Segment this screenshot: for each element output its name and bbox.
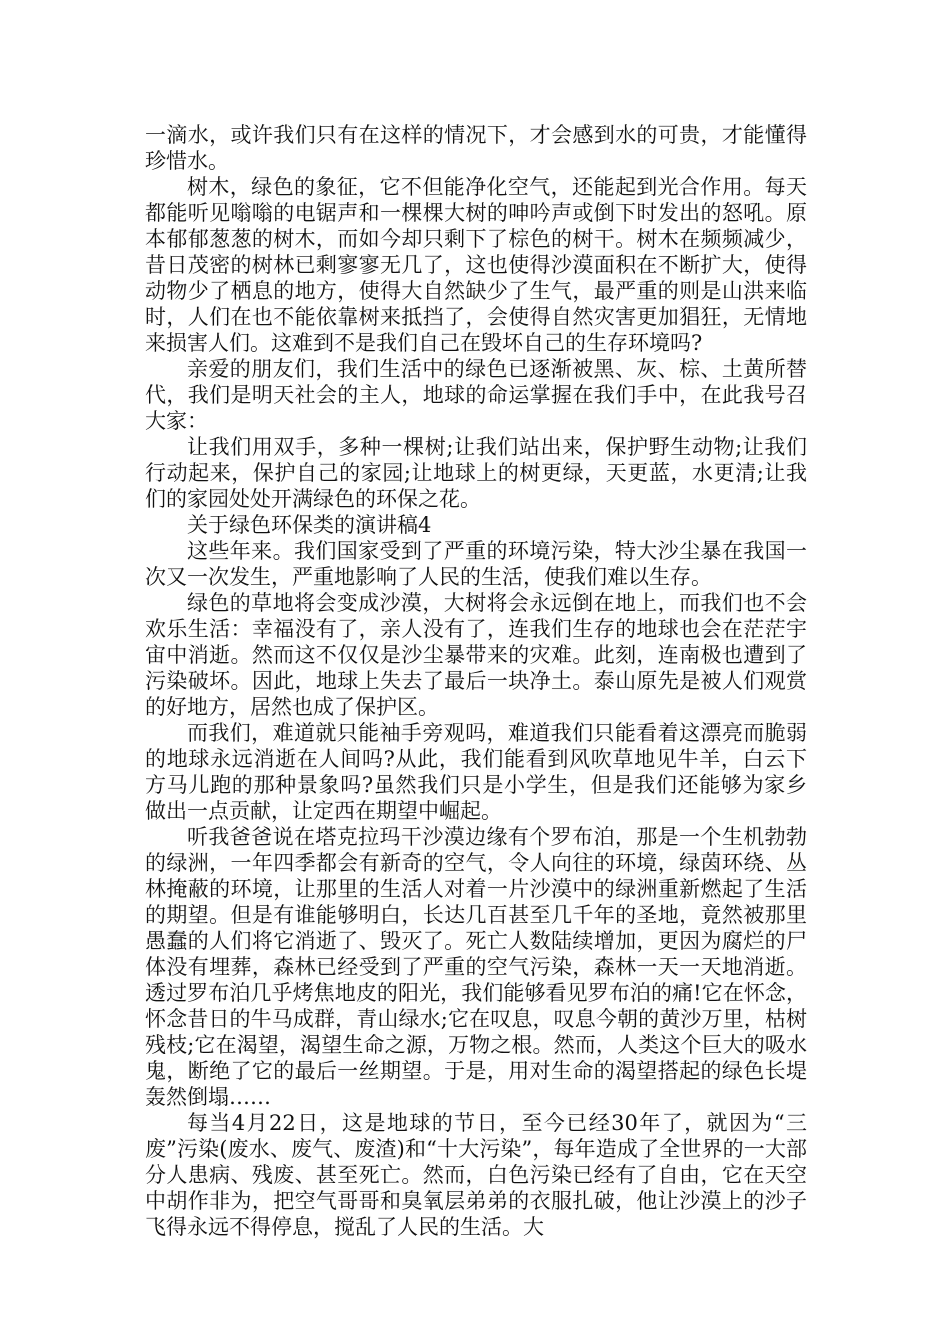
paragraph-3: 亲爱的朋友们，我们生活中的绿色已逐渐被黑、灰、棕、土黄所替代，我们是明天社会的主人，地球的命运掌握在我们手中，在此我号召大家： [145, 357, 807, 433]
paragraph-8: 听我爸爸说在塔克拉玛干沙漠边缘有个罗布泊，那是一个生机勃勃的绿洲，一年四季都会有新奇的空气，令人向往的环境，绿茵环绕、丛林掩蔽的环境，让那里的生活人对着一片沙漠中的绿洲重新燃起了生活的期望。但是有谁能够明白，长达几百甚至几千年的圣地，竟然被那里愚蠢的人们将它消逝了、毁灭了。死亡人数陆续增加，更因为腐烂的尸体没有埋葬，森林已经受到了严重的空气污染，森林一天一天地消逝。透过罗布泊几乎烤焦地皮的阳光，我们能够看见罗布泊的痛!它在怀念，怀念昔日的牛马成群，青山绿水;它在叹息，叹息今朝的黄沙万里，枯树残枝;它在渴望，渴望生命之源，万物之根。然而，人类这个巨大的吸水鬼，断绝了它的最后一丝期望。于是，用对生命的渴望搭起的绿色长堤轰然倒塌…… [145, 825, 807, 1109]
paragraph-9: 每当4月22日，这是地球的节日，至今已经30年了，就因为“三废”污染(废水、废气、废渣)和“十大污染”，每年造成了全世界的一大部分人患病、残废、甚至死亡。然而，白色污染已经有了自由，它在天空中胡作非为，把空气哥哥和臭氧层弟弟的衣服扎破，他让沙漠上的沙子飞得永远不得停息，搅乱了人民的生活。大 [145, 1111, 807, 1239]
paragraph-7: 而我们，难道就只能袖手旁观吗，难道我们只能看着这漂亮而脆弱的地球永远消逝在人间吗?从此，我们能看到风吹草地见牛羊，白云下方马儿跑的那种景象吗?虽然我们只是小学生，但是我们还能够为家乡做出一点贡献，让定西在期望中崛起。 [145, 721, 807, 823]
paragraph-2: 树木，绿色的象征，它不但能净化空气，还能起到光合作用。每天都能听见嗡嗡的电锯声和一棵棵大树的呻吟声或倒下时发出的怒吼。原本郁郁葱葱的树木，而如今却只剩下了棕色的树干。树木在频频减少，昔日茂密的树林已剩寥寥无几了，这也使得沙漠面积在不断扩大，使得动物少了栖息的地方，使得大自然缺少了生气，最严重的则是山洪来临时，人们在也不能依靠树来抵挡了，会使得自然灾害更加猖狂，无情地来损害人们。这难到不是我们自己在毁坏自己的生存环境吗? [145, 175, 807, 355]
paragraph-4: 让我们用双手，多种一棵树;让我们站出来，保护野生动物;让我们行动起来，保护自己的家园;让地球上的树更绿，天更蓝，水更清;让我们的家园处处开满绿色的环保之花。 [145, 435, 807, 511]
document-body [145, 122, 807, 1240]
paragraph-1: 一滴水，或许我们只有在这样的情况下，才会感到水的可贵，才能懂得珍惜水。 [145, 123, 807, 173]
paragraph-5: 这些年来。我们国家受到了严重的环境污染，特大沙尘暴在我国一次又一次发生，严重地影响了人民的生活，使我们难以生存。 [145, 539, 807, 589]
section-heading: 关于绿色环保类的演讲稿4 [187, 513, 432, 537]
paragraph-6: 绿色的草地将会变成沙漠，大树将会永远倒在地上，而我们也不会欢乐生活：幸福没有了，亲人没有了，连我们生存的地球也会在茫茫宇宙中消逝。然而这不仅仅是沙尘暴带来的灾难。此刻，连南极也遭到了污染破坏。因此，地球上失去了最后一块净土。泰山原先是被人们观赏的好地方，居然也成了保护区。 [145, 591, 807, 719]
